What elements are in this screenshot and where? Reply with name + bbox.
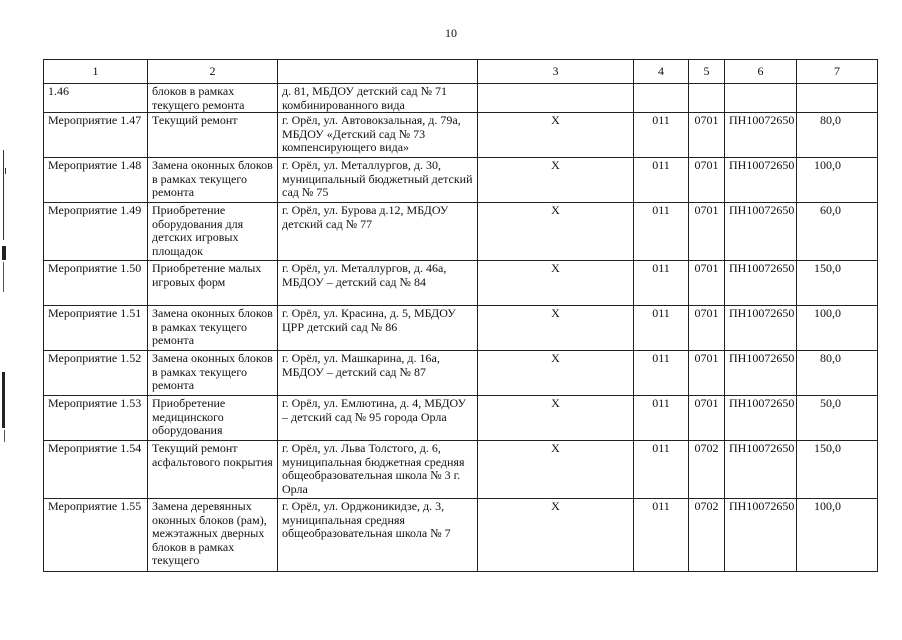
section-cell: 0701 [689, 396, 725, 441]
budget-table [43, 59, 878, 572]
measure-name-cell: Приобретение медицинского оборудования [148, 396, 278, 441]
measure-name-cell: Замена оконных блоков в рамках текущего ремонта [148, 306, 278, 351]
amount-cell: 100,0 [797, 499, 878, 572]
address-cell: г. Орёл, ул. Льва Толстого, д. 6, муниципальная бюджетная средняя общеобразовательная школа № 3 г. Орла [278, 441, 478, 499]
page-number: 10 [445, 26, 457, 40]
measure-id-cell: Мероприятие 1.53 [44, 396, 148, 441]
section-cell: 0701 [689, 306, 725, 351]
scan-edge-marks [0, 0, 12, 640]
mark-cell: X [478, 203, 634, 261]
column-number-header: 5 [689, 60, 725, 84]
mark-cell: X [478, 499, 634, 572]
table-row [44, 203, 878, 261]
measure-id-cell: Мероприятие 1.50 [44, 261, 148, 306]
column-number-header: 6 [725, 60, 797, 84]
measure-id-cell: Мероприятие 1.55 [44, 499, 148, 572]
address-cell: г. Орёл, ул. Машкарина, д. 16а, МБДОУ – детский сад № 87 [278, 351, 478, 396]
code-cell: 011 [634, 261, 689, 306]
address-cell: г. Орёл, ул. Автовокзальная, д. 79а, МБДОУ «Детский сад № 73 компенсирующего вида» [278, 113, 478, 158]
column-number-header: 4 [634, 60, 689, 84]
measure-name-cell: блоков в рамках текущего ремонта [148, 84, 278, 113]
code-cell: 011 [634, 203, 689, 261]
table-row [44, 499, 878, 572]
section-cell: 0701 [689, 203, 725, 261]
header-row [44, 60, 878, 84]
mark-cell [478, 84, 634, 113]
code-cell: 011 [634, 499, 689, 572]
address-cell: г. Орёл, ул. Красина, д. 5, МБДОУ ЦРР детский сад № 86 [278, 306, 478, 351]
amount-cell: 150,0 [797, 261, 878, 306]
column-number-header: 3 [478, 60, 634, 84]
table-row [44, 261, 878, 306]
mark-cell: X [478, 261, 634, 306]
section-cell [689, 84, 725, 113]
section-cell: 0701 [689, 261, 725, 306]
mark-cell: X [478, 158, 634, 203]
table-row [44, 351, 878, 396]
measure-id-cell: Мероприятие 1.51 [44, 306, 148, 351]
column-number-header: 7 [797, 60, 878, 84]
section-cell: 0701 [689, 158, 725, 203]
table-row [44, 441, 878, 499]
target-article-cell: ПН10072650 [725, 203, 797, 261]
mark-cell: X [478, 351, 634, 396]
amount-cell: 150,0 [797, 441, 878, 499]
mark-cell: X [478, 441, 634, 499]
code-cell: 011 [634, 113, 689, 158]
column-number-header: 2 [148, 60, 278, 84]
address-cell: г. Орёл, ул. Бурова д.12, МБДОУ детский сад № 77 [278, 203, 478, 261]
target-article-cell: ПН10072650 [725, 306, 797, 351]
amount-cell: 100,0 [797, 306, 878, 351]
target-article-cell: ПН10072650 [725, 158, 797, 203]
table-row [44, 113, 878, 158]
table-row [44, 158, 878, 203]
amount-cell: 60,0 [797, 203, 878, 261]
code-cell [634, 84, 689, 113]
target-article-cell: ПН10072650 [725, 113, 797, 158]
measure-name-cell: Текущий ремонт [148, 113, 278, 158]
measure-name-cell: Замена оконных блоков в рамках текущего ремонта [148, 351, 278, 396]
table-row [44, 306, 878, 351]
measure-name-cell: Текущий ремонт асфальтового покрытия [148, 441, 278, 499]
target-article-cell: ПН10072650 [725, 261, 797, 306]
section-cell: 0701 [689, 351, 725, 396]
amount-cell: 80,0 [797, 113, 878, 158]
measure-id-cell: Мероприятие 1.48 [44, 158, 148, 203]
measure-id-cell: Мероприятие 1.49 [44, 203, 148, 261]
section-cell: 0702 [689, 499, 725, 572]
code-cell: 011 [634, 351, 689, 396]
measure-name-cell: Приобретение оборудования для детских игровых площадок [148, 203, 278, 261]
address-cell: г. Орёл, ул. Металлургов, д. 30, муниципальный бюджетный детский сад № 75 [278, 158, 478, 203]
measure-id-cell: Мероприятие 1.47 [44, 113, 148, 158]
address-cell: г. Орёл, ул. Орджоникидзе, д. 3, муниципальная средняя общеобразовательная школа № 7 [278, 499, 478, 572]
target-article-cell [725, 84, 797, 113]
measure-id-cell: 1.46 [44, 84, 148, 113]
target-article-cell: ПН10072650 [725, 396, 797, 441]
target-article-cell: ПН10072650 [725, 499, 797, 572]
address-cell: г. Орёл, ул. Емлютина, д. 4, МБДОУ – детский сад № 95 города Орла [278, 396, 478, 441]
code-cell: 011 [634, 306, 689, 351]
measure-id-cell: Мероприятие 1.54 [44, 441, 148, 499]
mark-cell: X [478, 396, 634, 441]
address-cell: д. 81, МБДОУ детский сад № 71 комбинированного вида [278, 84, 478, 113]
column-number-header [278, 60, 478, 84]
target-article-cell: ПН10072650 [725, 351, 797, 396]
mark-cell: X [478, 306, 634, 351]
measure-id-cell: Мероприятие 1.52 [44, 351, 148, 396]
amount-cell: 50,0 [797, 396, 878, 441]
table-row [44, 396, 878, 441]
column-number-header: 1 [44, 60, 148, 84]
code-cell: 011 [634, 158, 689, 203]
measure-name-cell: Замена деревянных оконных блоков (рам), межэтажных дверных блоков в рамках текущего [148, 499, 278, 572]
table-row [44, 84, 878, 113]
code-cell: 011 [634, 396, 689, 441]
measure-name-cell: Замена оконных блоков в рамках текущего ремонта [148, 158, 278, 203]
code-cell: 011 [634, 441, 689, 499]
amount-cell [797, 84, 878, 113]
measure-name-cell: Приобретение малых игровых форм [148, 261, 278, 306]
section-cell: 0701 [689, 113, 725, 158]
address-cell: г. Орёл, ул. Металлургов, д. 46а, МБДОУ – детский сад № 84 [278, 261, 478, 306]
amount-cell: 100,0 [797, 158, 878, 203]
amount-cell: 80,0 [797, 351, 878, 396]
section-cell: 0702 [689, 441, 725, 499]
mark-cell: X [478, 113, 634, 158]
target-article-cell: ПН10072650 [725, 441, 797, 499]
